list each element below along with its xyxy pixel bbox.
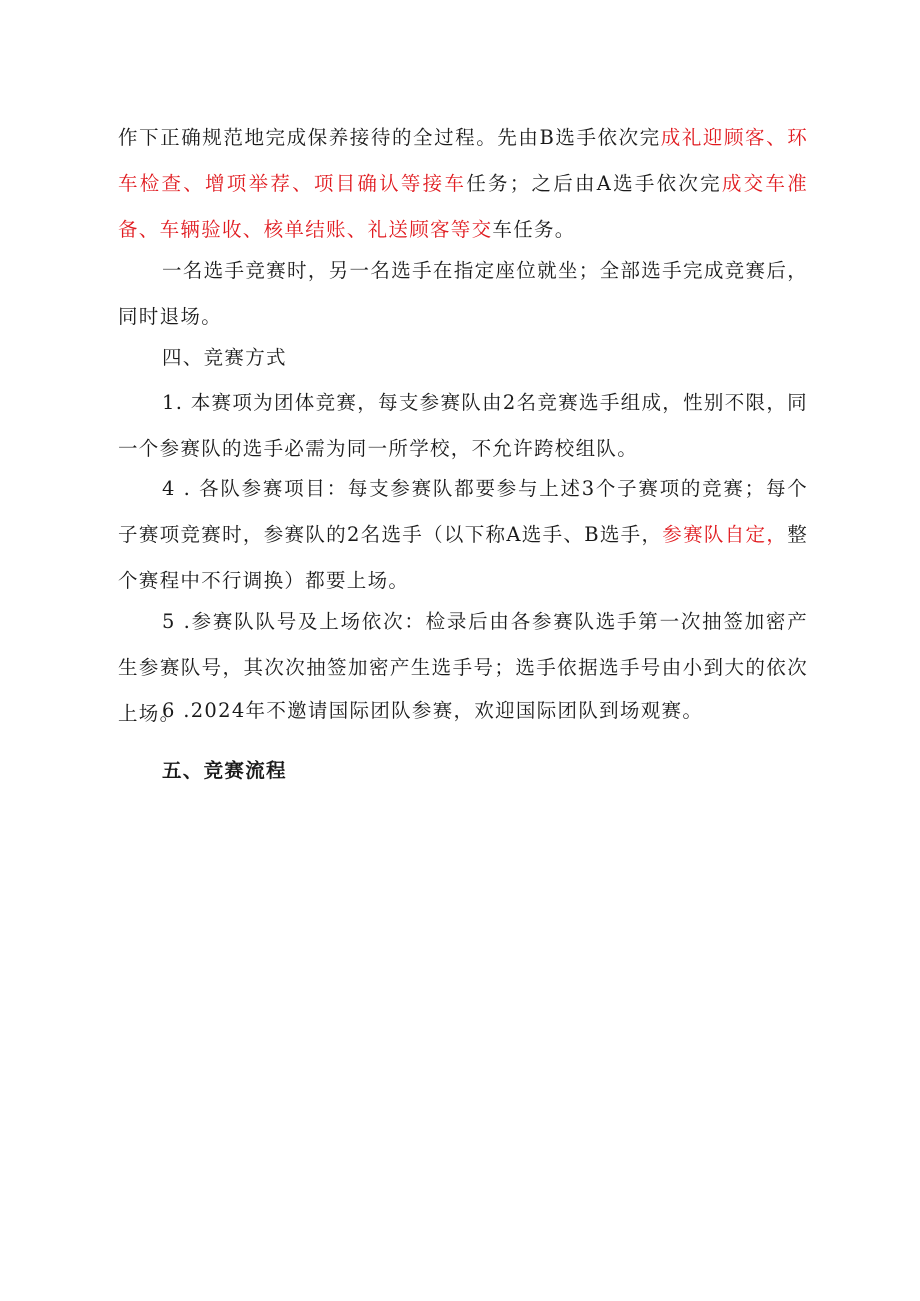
- note-paragraph: 一名选手竞赛时，另一名选手在指定座位就坐；全部选手完成竞赛后，同时退场。: [118, 259, 808, 328]
- item-4-text-2: 整个赛程中不行调换）都要上场。: [118, 523, 808, 592]
- item-6-paragraph: 6 .2024年不邀请国际团队参赛，欢迎国际团队到场观赛。: [162, 699, 704, 722]
- intro-highlight-2: 成交车准备、车辆验收、核单结账、礼送顾客等交: [118, 172, 808, 241]
- item-4-paragraph: [118, 466, 808, 604]
- intro-paragraph: [118, 115, 808, 253]
- item-4-text-1: 4 . 各队参赛项目：每支参赛队都要参与上述3个子赛项的竞赛；每个子赛项竞赛时，参赛队的2名选手（以下称A选手、B选手，: [118, 477, 808, 546]
- section-5-heading: 五、竞赛流程: [162, 759, 287, 782]
- intro-text-1: 作下正确规范地完成保养接待的全过程。先由B选手依次完: [118, 126, 661, 149]
- intro-text-2: 任务；之后由A选手依次完: [466, 172, 722, 195]
- item-4-highlight: 参赛队自定，: [662, 523, 788, 546]
- intro-highlight-1: 成礼迎顾客、环车检查、增项举荐、项目确认等接车: [118, 126, 808, 195]
- item-1-paragraph: 1. 本赛项为团体竞赛，每支参赛队由2名竞赛选手组成，性别不限，同一个参赛队的选手必需为同一所学校，不允许跨校组队。: [118, 391, 808, 460]
- intro-text-3: 车任务。: [492, 218, 576, 241]
- item-5-paragraph: 5 .参赛队队号及上场依次：检录后由各参赛队选手第一次抽签加密产生参赛队号，其次次抽签加密产生选手号；选手依据选手号由小到大的依次上场。: [118, 610, 808, 725]
- section-4-heading: 四、竞赛方式: [162, 346, 287, 369]
